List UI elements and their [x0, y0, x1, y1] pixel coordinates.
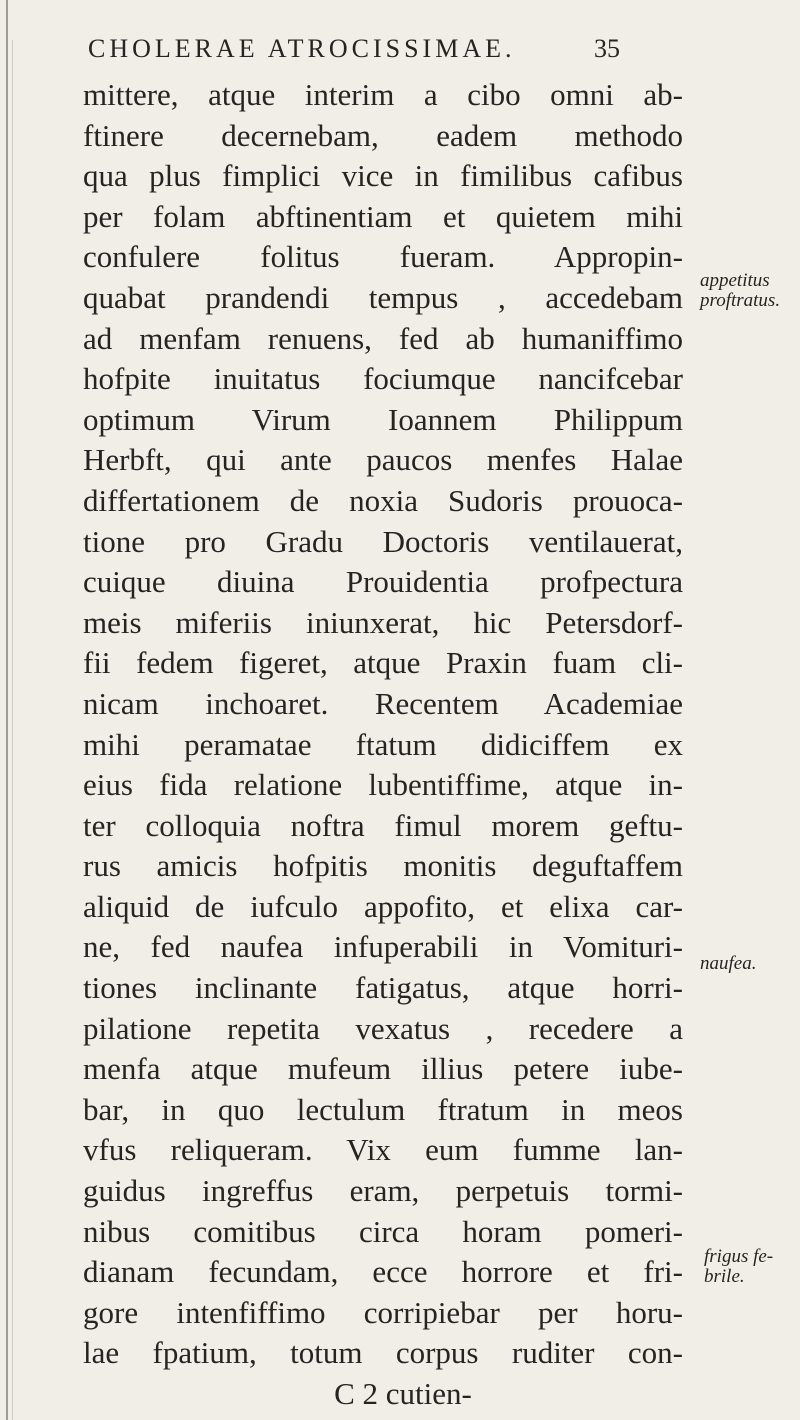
text-line: ne, fed naufea infuperabili in Vomituri-: [83, 929, 683, 965]
text-line: menfa atque mufeum illius petere iube-: [83, 1051, 683, 1087]
text-line: eius fida relatione lubentiffime, atque in-: [83, 767, 683, 803]
text-line: rus amicis hofpitis monitis deguftaffem: [83, 848, 683, 884]
page-number: 35: [594, 34, 620, 63]
text-line: confulere folitus fueram. Appropin-: [83, 239, 683, 275]
text-line: mihi peramatae ftatum didiciffem ex: [83, 726, 683, 762]
text-line: differtationem de noxia Sudoris prouoca-: [83, 482, 683, 518]
margin-note-line: naufea.: [700, 953, 757, 974]
running-head: [88, 34, 620, 64]
signature-mark: C 2: [334, 1376, 379, 1411]
text-line: fii fedem figeret, atque Praxin fuam cli-: [83, 645, 683, 681]
text-line: ad menfam renuens, fed ab humaniffimo: [83, 320, 683, 356]
text-line: guidus ingreffus eram, perpetuis tormi-: [83, 1173, 683, 1209]
text-line: optimum Virum Ioannem Philippum: [83, 401, 683, 437]
page-edge: [6, 0, 8, 1420]
text-line: per folam abftinentiam et quietem mihi: [83, 198, 683, 234]
catchword: cutien-: [385, 1376, 472, 1411]
margin-note-appetitus: [700, 271, 780, 311]
margin-note-line: proftratus.: [700, 290, 781, 311]
margin-note-line: frigus fe-: [704, 1246, 774, 1267]
text-line: tione pro Gradu Doctoris ventilauerat,: [83, 523, 683, 559]
text-line: cuique diuina Prouidentia profpectura: [83, 564, 683, 600]
text-line: aliquid de iufculo appofito, et elixa car-: [83, 888, 683, 924]
text-line: hofpite inuitatus fociumque nancifcebar: [83, 361, 683, 397]
signature-line: [83, 1374, 683, 1415]
text-line: mittere, atque interim a cibo omni ab-: [83, 77, 683, 112]
body-text: [83, 75, 683, 1415]
margin-note-frigus: [704, 1247, 773, 1287]
text-line: ftinere decernebam, eadem methodo: [83, 117, 683, 153]
text-line: meis miferiis iniunxerat, hic Petersdorf-: [83, 604, 683, 640]
text-line: Herbft, qui ante paucos menfes Halae: [83, 442, 683, 478]
text-line: bar, in quo lectulum ftratum in meos: [83, 1091, 683, 1127]
text-line: lae fpatium, totum corpus ruditer con-: [83, 1335, 683, 1371]
margin-note-naufea: [700, 954, 756, 974]
text-line: quabat prandendi tempus , accedebam: [83, 279, 683, 315]
text-line: nibus comitibus circa horam pomeri-: [83, 1213, 683, 1249]
inner-page-edge: [12, 40, 13, 1420]
text-line: dianam fecundam, ecce horrore et fri-: [83, 1254, 683, 1290]
text-line: gore intenfiffimo corripiebar per horu-: [83, 1294, 683, 1330]
running-head-title: CHOLERAE ATROCISSIMAE.: [88, 34, 516, 63]
text-line: pilatione repetita vexatus , recedere a: [83, 1010, 683, 1046]
text-line: qua plus fimplici vice in fimilibus cafibus: [83, 158, 683, 194]
text-line: vfus reliqueram. Vix eum fumme lan-: [83, 1132, 683, 1168]
text-line: tiones inclinante fatigatus, atque horri-: [83, 970, 683, 1006]
margin-note-line: brile.: [704, 1266, 745, 1287]
text-line: nicam inchoaret. Recentem Academiae: [83, 685, 683, 721]
text-line: ter colloquia noftra fimul morem geftu-: [83, 807, 683, 843]
margin-note-line: appetitus: [700, 270, 770, 291]
